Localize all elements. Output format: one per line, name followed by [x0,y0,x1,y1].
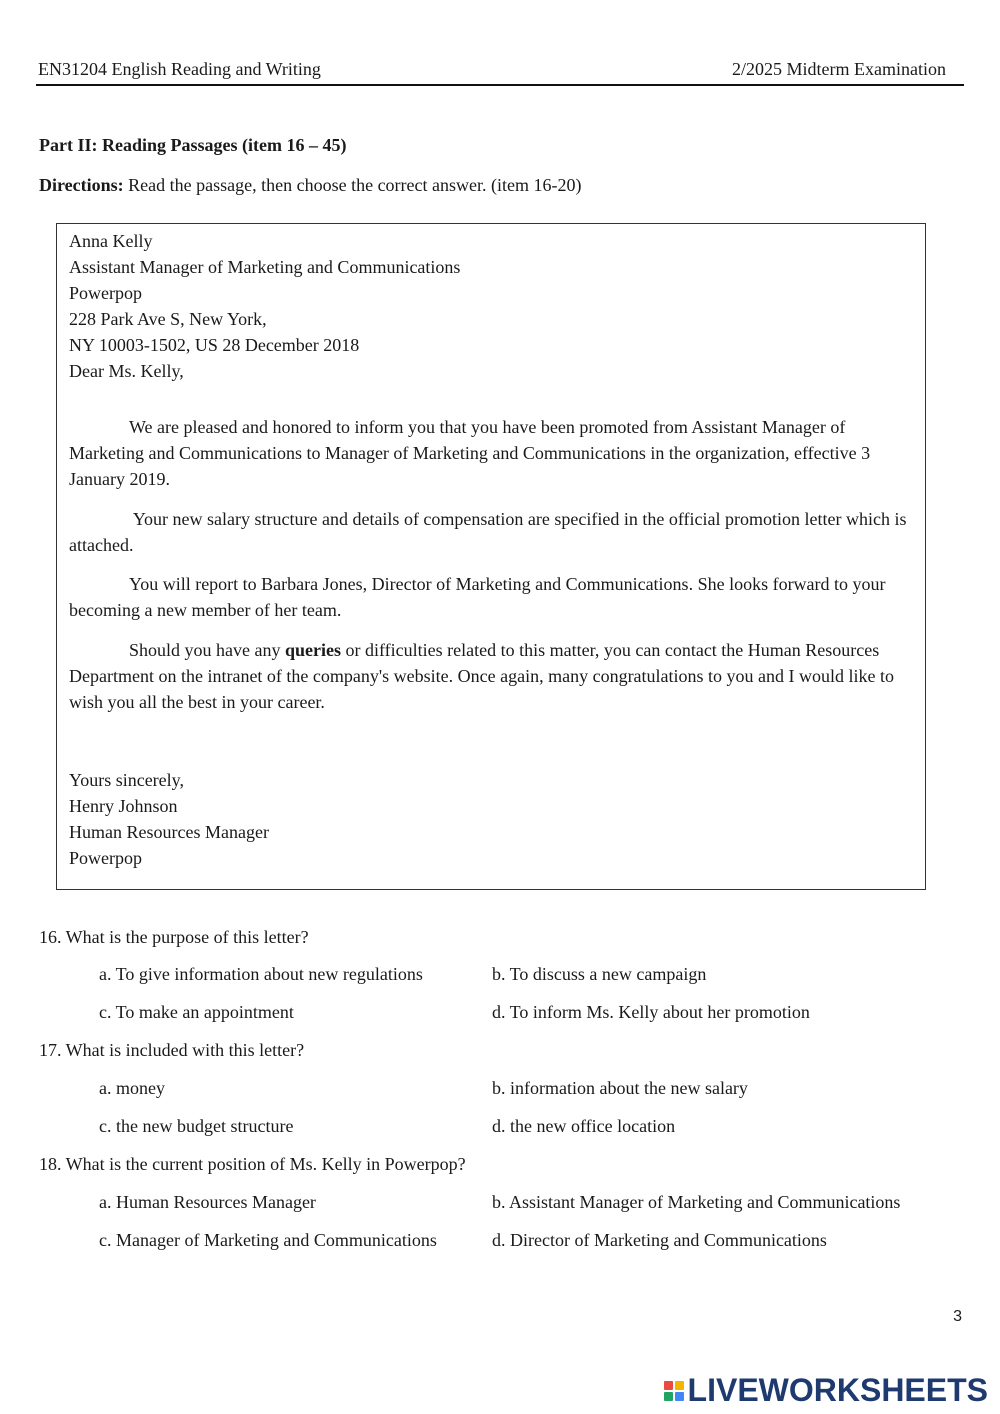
liveworksheets-brand[interactable] [664,1372,988,1409]
letter-recipient-name: Anna Kelly [69,231,153,251]
letter-paragraph-4-start: Should you have any [129,640,285,660]
letter-company: Powerpop [69,283,142,303]
letter-paragraph-1 [69,414,921,492]
question-16-option-b[interactable]: b. To discuss a new campaign [492,964,707,984]
header-course: EN31204 English Reading and Writing [38,59,321,79]
letter-paragraph-2 [69,506,921,558]
letter-signer-title: Human Resources Manager [69,822,269,842]
header-divider [36,84,964,86]
letter-signer-company: Powerpop [69,848,142,868]
logo-square-blue [675,1392,684,1401]
question-18-option-a[interactable]: a. Human Resources Manager [99,1192,316,1212]
logo-square-yellow [675,1381,684,1390]
letter-paragraph-4-end: or difficulties related to this matter, you can contact the Human Resources Department on the intranet of the company's website. Once again, many congratulations to you and I would like to wish you all the best in your career. [69,640,895,712]
question-17: 17. What is included with this letter? [39,1040,305,1060]
question-17-option-d[interactable]: d. the new office location [492,1116,676,1136]
liveworksheets-wordmark: LIVEWORKSHEETS [687,1372,988,1408]
letter-paragraph-2-text: Your new salary structure and details of compensation are specified in the official promotion letter which is attached. [69,509,907,555]
directions [39,175,582,196]
liveworksheets-logo-icon [664,1381,684,1401]
page-number: 3 [953,1308,962,1325]
letter-salutation: Dear Ms. Kelly, [69,361,184,381]
question-16-option-a[interactable]: a. To give information about new regulations [99,964,423,984]
letter-paragraph-3 [69,571,921,623]
question-16-option-d[interactable]: d. To inform Ms. Kelly about her promotion [492,1002,810,1022]
letter-paragraph-1-text: We are pleased and honored to inform you that you have been promoted from Assistant Manager of Marketing and Communications to Manager of Marketing and Communications in the organization, effective 3 January 2019. [69,417,871,489]
question-16-option-c[interactable]: c. To make an appointment [99,1002,294,1022]
question-18-option-c[interactable]: c. Manager of Marketing and Communications [99,1230,437,1250]
question-16: 16. What is the purpose of this letter? [39,927,309,947]
logo-square-red [664,1381,673,1390]
question-18-option-d[interactable]: d. Director of Marketing and Communications [492,1230,827,1250]
letter-keyword-queries: queries [284,640,341,660]
question-18: 18. What is the current position of Ms. Kelly in Powerpop? [39,1154,466,1174]
question-17-option-c[interactable]: c. the new budget structure [99,1116,294,1136]
logo-square-green [664,1392,673,1401]
part-title: Part II: Reading Passages (item 16 – 45) [39,135,347,155]
letter-recipient-title: Assistant Manager of Marketing and Communications [69,257,461,277]
letter-closing: Yours sincerely, [69,770,184,790]
letter-address-street: 228 Park Ave S, New York, [69,309,267,329]
question-17-option-b[interactable]: b. information about the new salary [492,1078,748,1098]
letter-paragraph-3-text: You will report to Barbara Jones, Director of Marketing and Communications. She looks forward to your becoming a new member of her team. [69,574,886,620]
letter-address-city-date: NY 10003-1502, US 28 December 2018 [69,335,360,355]
header-exam: 2/2025 Midterm Examination [732,59,946,79]
directions-label: Directions: [39,175,124,195]
question-18-option-b[interactable]: b. Assistant Manager of Marketing and Communications [492,1192,901,1212]
question-17-option-a[interactable]: a. money [99,1078,165,1098]
letter-signer-name: Henry Johnson [69,796,178,816]
directions-text: Read the passage, then choose the correct answer. (item 16-20) [123,175,582,195]
letter-paragraph-4 [69,637,921,715]
